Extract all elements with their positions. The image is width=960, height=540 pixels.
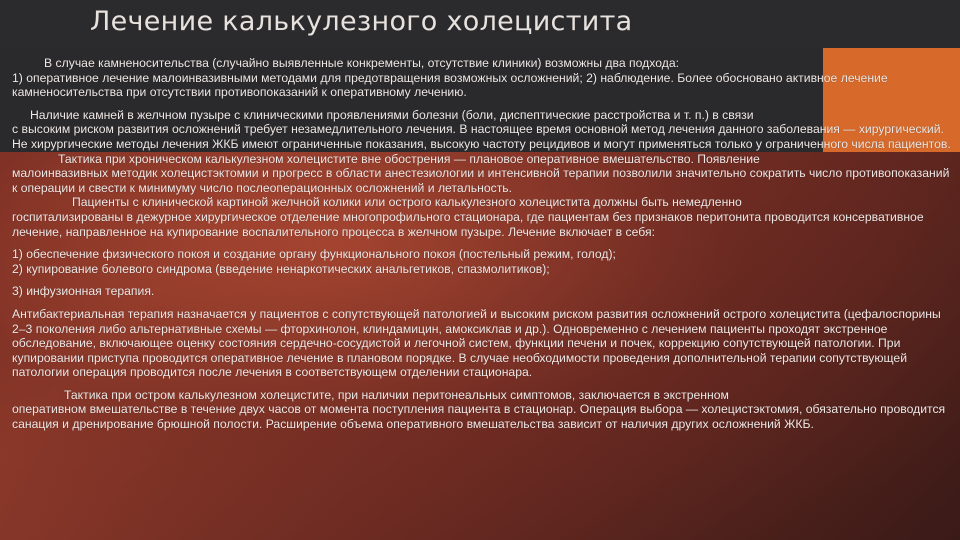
slide-title: Лечение калькулезного холецистита (90, 6, 633, 37)
paragraph-6-rest: оперативном вмешательстве в течение двух часов от момента поступления пациента в стационар. Операция выбора — холецистэктомия, обязательно проводится санация и дренирование брюшной полости. Расширение объема оперативного вмешательства зависит от наличия других осложнений ЖКБ. (12, 402, 946, 432)
paragraph-3-rest: малоинвазивных методик холецистэктомии и прогресс в области анестезиологии и интенсивной терапии позволили значительно сократить число противопоказаний к операции и свести к минимуму число послеоперационных осложнений и летальность. (12, 166, 950, 195)
paragraph-2-first-line: Наличие камней в желчном пузыре с клиническими проявлениями болезни (боли, диспептические расстройства и т. п.) в связи (30, 107, 754, 122)
paragraph-4-first-line: Пациенты с клинической картиной желчной колики или острого калькулезного холецистита должны быть немедленно (72, 195, 742, 210)
spacer (12, 380, 952, 388)
paragraph-3-first-line: Тактика при хроническом калькулезном холецистите вне обострения — плановое оперативное вмешательство. Появление (58, 151, 760, 166)
list-item: 1) обеспечение физического покоя и создание органу функционального покоя (постельный режим, голод); (12, 247, 616, 262)
spacer (12, 100, 952, 108)
spacer (12, 276, 952, 284)
paragraph-5: Антибактериальная терапия назначается у пациентов с сопутствующей патологией и высоким риском развития осложнений острого холецистита (цефалоспорины 2–3 поколения либо альтернативные схемы — фторхинолон, клиндамицин, амоксиклав и др.). Одновременно с лечением пациенты проходят экстренное обследование, включающее оценку состояния сердечно-сосудистой и легочной систем, функции печени и почек, коррекцию сопутствующей патологии. При купировании приступа проводится оперативное лечение в плановом порядке. В случае необходимости проведения дополнительной терапии сопутствующей патологии операция проводится после лечения в соответствующем отделении стационара. (12, 306, 941, 380)
paragraph-6-first-line: Тактика при остром калькулезном холецистите, при наличии перитонеальных симптомов, заключается в экстренном (64, 387, 729, 402)
paragraph-1-rest: 1) оперативное лечение малоинвазивными методами для предотвращения возможных осложнений; 2) наблюдение. Более обосновано активное лечение камненосительства при отсутствии противопоказаний к оперативному лечению. (12, 70, 888, 100)
slide-body (12, 56, 952, 432)
paragraph-4-rest: госпитализированы в дежурное хирургическое отделение многопрофильного стационара, где пациентам без признаков перитонита проводится консервативное лечение, направленное на купирование воспалительного процесса в желчном пузыре. Лечение включает в себя: (12, 209, 924, 239)
list-item: 2) купирование болевого синдрома (введение ненаркотических анальгетиков, спазмолитиков); (12, 261, 550, 276)
paragraph-2-rest: с высоким риском развития осложнений требует незамедлительного лечения. В настоящее время основной метод лечения данного заболевания — хирургический. Не хирургические методы лечения ЖКБ имеют ограниченные показания, высокую частоту рецидивов и могут применяться только у ограниченного числа пациентов. (12, 122, 951, 151)
list-item: 3) инфузионная терапия. (12, 284, 155, 299)
spacer (12, 299, 952, 307)
spacer (12, 239, 952, 247)
paragraph-1-first-line: В случае камненосительства (случайно выявленные конкременты, отсутствие клиники) возможны два подхода: (44, 56, 680, 70)
